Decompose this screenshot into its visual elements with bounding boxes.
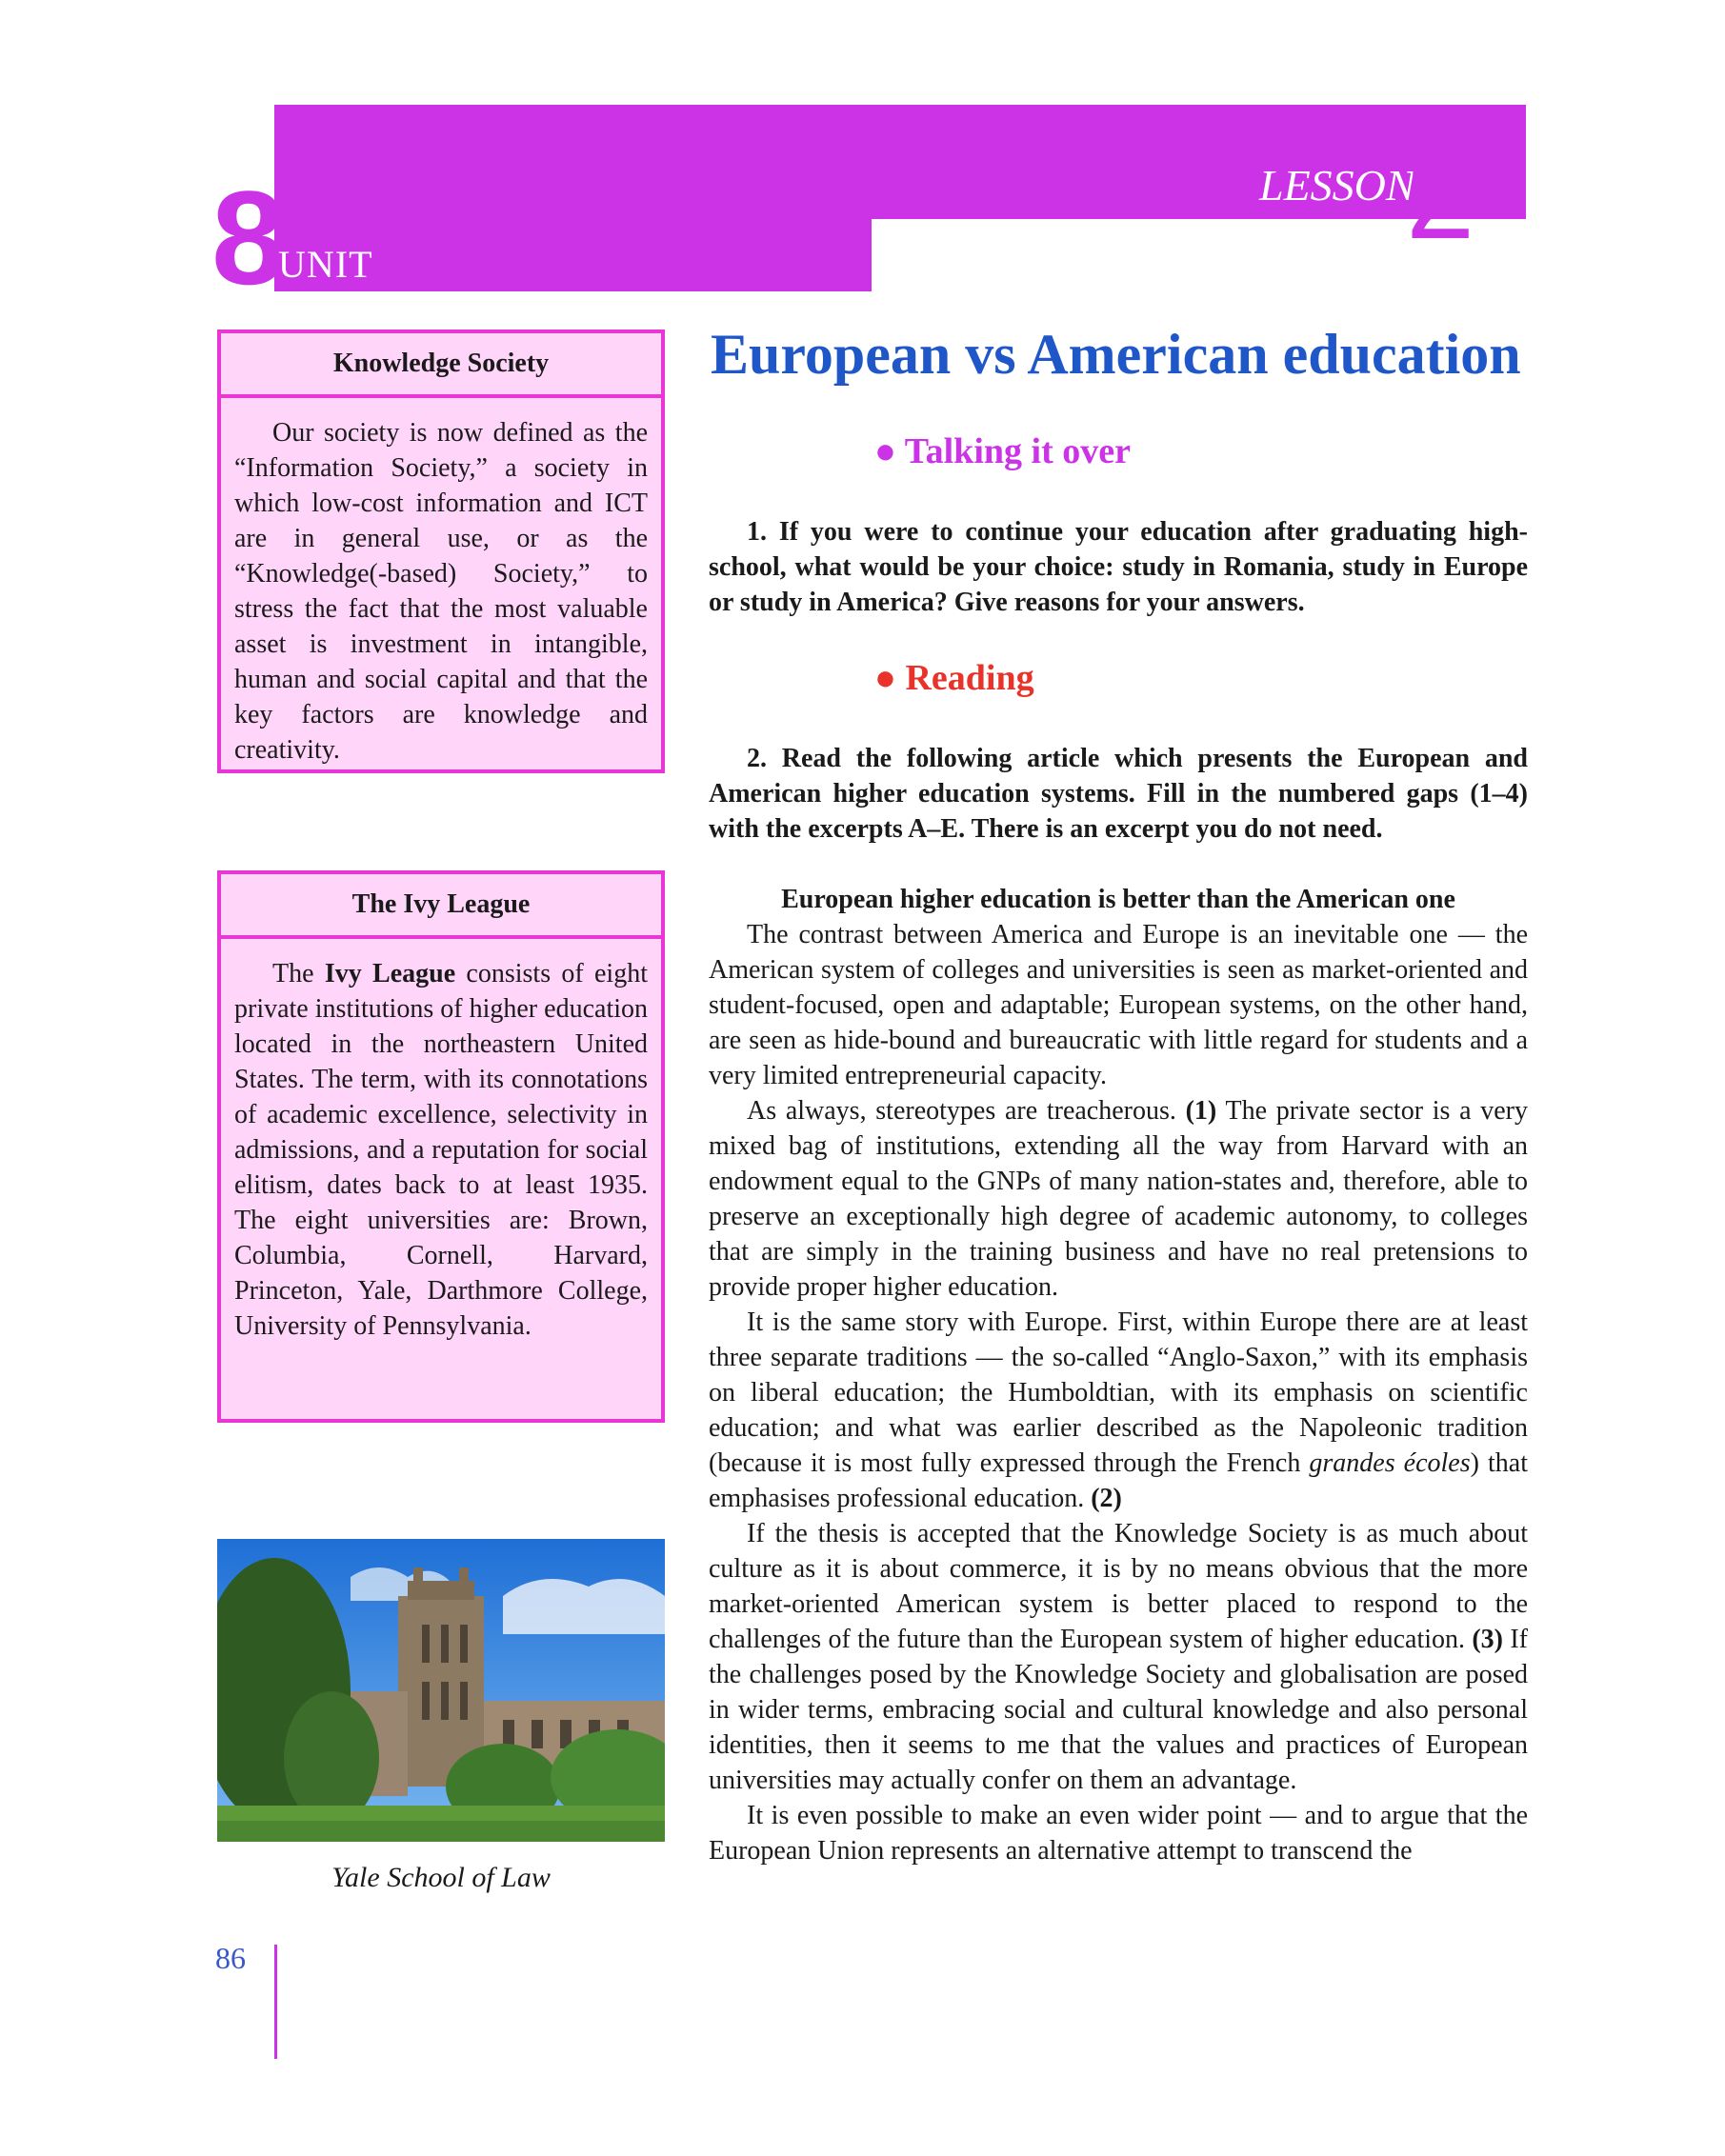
page-rule [274,1945,277,2059]
paragraph-text: The private sector is a very mixed bag of institutions, extending all the way from Harvard with an endowment equal to the GNPs of many nation-states and, therefore, able to preserve an exceptionally high degree of academic autonomy, to colleges that are simply in the training business and have no real pretensions to provide proper higher education. [709,1096,1529,1302]
italic-term: grandes écoles [1309,1448,1471,1478]
box-text-bold: Ivy League [324,959,456,988]
ivy-league-box [217,870,665,1423]
paragraph-text: ) that emphasises professional education. [709,1448,1528,1513]
article-paragraph [709,1305,1528,1516]
yale-photo [217,1539,665,1842]
paragraph-text: It is the same story with Europe. First, within Europe there are at least three separate traditions — the so-called “Anglo-Saxon,” with its emphasis on liberal education; the Humboldtian, with its emphasis on scientific education; and what was earlier described as the Napoleonic tradition (because it is most fully expressed through the French [709,1308,1528,1478]
box-text [221,939,661,1357]
paragraph-text: If the challenges posed by the Knowledge Society and globalisation are posed in wider terms, embracing social and cultural knowledge and also personal identities, then it seems to me that the values and practices of European universities may actually confer on them an advantage. [709,1625,1528,1795]
page-number: 86 [215,1941,246,1975]
section-heading-reading: ● Reading [874,658,1034,698]
box-text-post: consists of eight private institutions of higher education located in the northeastern United States. The term, with its connotations of academic excellence, selectivity in admissions, and a reputation for social elitism, dates back to at least 1935. The eight universities are: Brown, Columbia, Cornell, Harvard, Princeton, Yale, Darthmore College, University of Pennsylvania. [234,959,648,1341]
article-title: European higher education is better than the American one [781,885,1455,914]
lesson-number: 2 [1406,126,1475,265]
box-text: Our society is now defined as the “Information Society,” a society in which low-cost information and ICT are in general use, or as the “Knowledge(-based) Society,” to stress the fact that the most valuable asset is investment in intangible, human and social capital and that the key factors are knowledge and creativity. [234,418,648,765]
article-body [709,917,1528,1868]
lesson-label: LESSON [1259,161,1415,210]
knowledge-society-box [217,329,665,773]
unit-label: UNIT [278,243,373,286]
paragraph-text: If the thesis is accepted that the Knowledge Society is as much about culture as it is about commerce, it is by no means obvious that the more market-oriented American system is better placed to respond to the challenges of the future than the European system of higher education. [709,1519,1528,1654]
gap-marker: (2) [1091,1484,1122,1513]
unit-number: 8 [211,163,286,312]
article-paragraph [709,1093,1528,1305]
box-title: The Ivy League [221,874,661,939]
gap-marker: (3) [1472,1625,1504,1654]
article-paragraph: It is even possible to make an even wider point — and to argue that the European Union represents an alternative attempt to transcend the [709,1801,1528,1866]
paragraph-text: As always, stereotypes are treacherous. [747,1096,1186,1126]
task-1: 1. If you were to continue your education after graduating high-school, what would be your choice: study in Romania, study in Europe or study in America? Give reasons for your answers. [709,517,1528,617]
box-text-pre: The [272,959,325,988]
box-title: Knowledge Society [221,333,661,398]
article-paragraph: The contrast between America and Europe is an inevitable one — the American system of colleges and universities is seen as market-oriented and student-focused, open and adaptable; European systems, on the other hand, are seen as hide-bound and bureaucratic with little regard for students and a very limited entrepreneurial capacity. [709,920,1528,1090]
article-paragraph [709,1516,1528,1798]
gap-marker: (1) [1185,1096,1217,1126]
section-heading-talking: ● Talking it over [874,431,1131,471]
photo-caption: Yale School of Law [331,1862,551,1893]
page-title: European vs American education [711,323,1521,386]
task-2: 2. Read the following article which presents the European and American higher education systems. Fill in the numbered gaps (1–4) with the excerpts A–E. There is an excerpt you do not need. [709,744,1528,844]
